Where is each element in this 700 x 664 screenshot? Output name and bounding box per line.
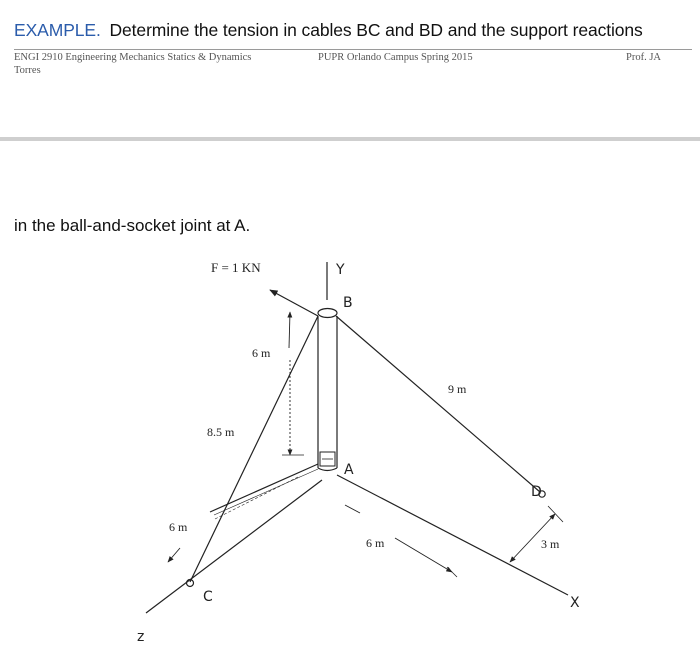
dim-d-label: 3 m — [541, 537, 560, 551]
campus-term: PUPR Orlando Campus Spring 2015 — [318, 52, 473, 63]
example-keyword: EXAMPLE. — [14, 20, 101, 40]
dim-bd-label: 9 m — [448, 382, 467, 396]
back-axis-line — [210, 464, 318, 512]
dim-x-6m-b — [395, 538, 452, 572]
dim-top-6m — [289, 312, 290, 348]
force-f-vector — [270, 290, 318, 316]
professor-last-name: Torres — [14, 65, 41, 76]
dim-x-6m-a — [345, 505, 360, 513]
point-c-label: C — [203, 589, 213, 605]
force-label: F = 1 KN — [211, 260, 261, 275]
pole-base — [318, 468, 337, 471]
point-c-marker — [187, 580, 194, 587]
dim-c-label: 6 m — [169, 520, 188, 534]
course-name: ENGI 2910 Engineering Mechanics Statics & Dynamics — [14, 52, 252, 63]
z-axis-label: z — [137, 629, 145, 645]
dim-top-label: 6 m — [252, 346, 271, 360]
professor-name: Prof. JA — [626, 52, 662, 63]
back-axis-line-2 — [214, 469, 318, 515]
point-b-label: B — [343, 295, 353, 311]
point-a-label: A — [344, 462, 354, 478]
dim-x-label: 6 m — [366, 536, 385, 550]
problem-statement: Determine the tension in cables BC and BD and the support reactions — [109, 20, 643, 40]
dim-c-6m — [168, 548, 180, 562]
cable-bd — [336, 316, 540, 492]
x-axis-label: X — [570, 595, 580, 611]
point-d-label: D — [531, 484, 542, 500]
dim-x-ext — [447, 567, 457, 577]
pole-top — [318, 309, 337, 318]
dim-back-line — [215, 476, 300, 519]
dim-height-label: 8.5 m — [207, 425, 235, 439]
z-axis-line — [146, 480, 322, 613]
y-axis-label: Y — [336, 262, 345, 278]
problem-continuation: in the ball-and-socket joint at A. — [14, 216, 251, 235]
